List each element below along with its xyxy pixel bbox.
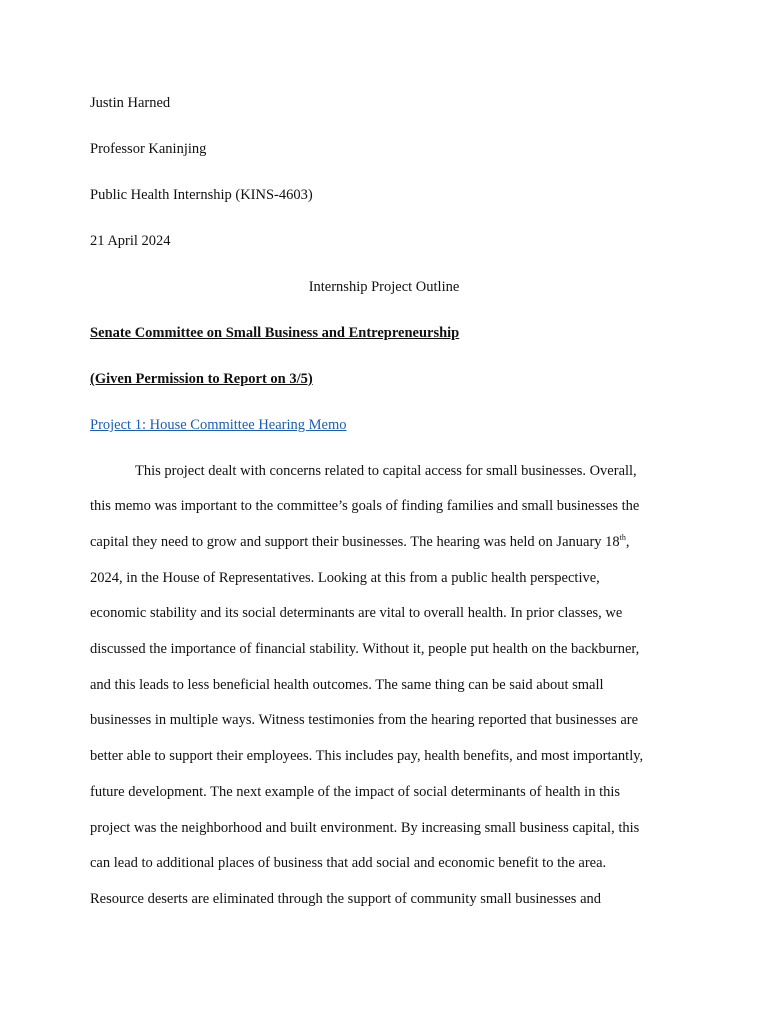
- body-line: businesses in multiple ways. Witness testimonies from the hearing reported that businesses are: [90, 712, 639, 728]
- body-line: 2024, in the House of Representatives. Looking at this from a public health perspective,: [90, 570, 600, 586]
- permission-note: (Given Permission to Report on 3/5): [90, 371, 313, 387]
- body-line: project was the neighborhood and built environment. By increasing small business capital, this: [90, 820, 640, 836]
- body-line: This project dealt with concerns related to capital access for small businesses. Overall,: [135, 463, 637, 479]
- body-line: can lead to additional places of business that add social and economic benefit to the area.: [90, 855, 607, 871]
- body-line: better able to support their employees. This includes pay, health benefits, and most importantly,: [90, 748, 644, 764]
- body-line: economic stability and its social determinants are vital to overall health. In prior classes, we: [90, 605, 623, 621]
- organization-heading: Senate Committee on Small Business and Entrepreneurship: [90, 325, 460, 341]
- body-text: capital they need to grow and support their businesses. The hearing was held on January 18: [90, 534, 620, 550]
- ordinal-suffix: th: [619, 533, 626, 543]
- body-line: [90, 533, 630, 551]
- body-line: discussed the importance of financial stability. Without it, people put health on the backburner,: [90, 641, 640, 657]
- document-title: Internship Project Outline: [308, 279, 460, 295]
- project-link[interactable]: Project 1: House Committee Hearing Memo: [90, 417, 347, 433]
- body-line: Resource deserts are eliminated through the support of community small businesses and: [90, 891, 602, 907]
- document-date: 21 April 2024: [90, 233, 171, 249]
- professor-name: Professor Kaninjing: [90, 141, 207, 157]
- body-line: and this leads to less beneficial health outcomes. The same thing can be said about small: [90, 677, 604, 693]
- body-text: ,: [625, 534, 630, 550]
- body-line: this memo was important to the committee’s goals of finding families and small businesses the: [90, 498, 640, 514]
- body-line: future development. The next example of the impact of social determinants of health in this: [90, 784, 621, 800]
- student-name: Justin Harned: [90, 95, 171, 111]
- course-name: Public Health Internship (KINS-4603): [90, 187, 313, 203]
